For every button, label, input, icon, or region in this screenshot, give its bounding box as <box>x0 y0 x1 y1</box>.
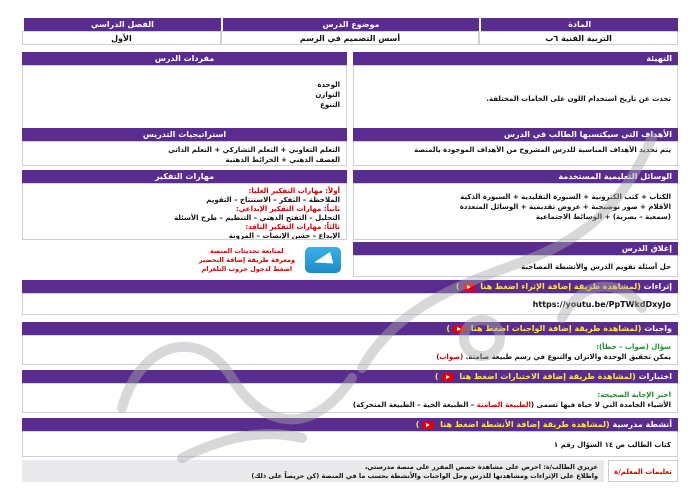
strategies-title: استراتيجيات التدريس <box>22 128 347 141</box>
thinking-title: مهارات التفكير <box>22 170 347 183</box>
thinking-heading: أولاً: مهارات التفكير العليا: <box>248 187 340 195</box>
closure-title: إغلاق الدرس <box>353 242 678 255</box>
tests-question-type: اختر الإجابة الصحيحة: <box>597 391 671 399</box>
row-closure <box>22 240 678 280</box>
intro-title: التهيئة <box>353 52 678 65</box>
goals-text: يتم تحديد الأهداف المناسبة للدرس المشروح من الأهداف الموجودة بالمنصة <box>353 141 678 166</box>
enrichment-bar: إثراءات (لمشاهدة طريقة إضافة الإثراء اضغط هنا ) <box>22 280 678 293</box>
thinking-section <box>22 170 347 240</box>
activities-bar: أنشطة مدرسية (لمشاهدة طريقة إضافة الأنشطة اضغط هنا ) <box>22 418 678 431</box>
semester-label: الفصل الدراسي <box>22 18 221 31</box>
tests-section <box>22 370 678 413</box>
enrichment-section <box>22 280 678 315</box>
vocab-item: التوازن <box>315 91 340 99</box>
semester-value: الأول <box>22 31 221 45</box>
tests-title: اختبارات <box>638 372 672 381</box>
tests-correct-answer: الطبيعة الصامتة <box>476 401 531 409</box>
resources-line: الكتاب + كتب الكترونية + السبورة التقليدية + السبورة الذكية <box>460 193 671 201</box>
instructions-line: عزيزي الطالب/ة: احرص على مشاهدة حصص المقرر على منصة مدرستي، <box>364 463 598 471</box>
tests-question-rest: – الطبيعة الحية – الطبيعة المتحركة) <box>352 401 477 409</box>
subject-value: التربية الفنية ٦ب <box>479 31 678 45</box>
footer-instructions <box>22 460 678 482</box>
resources-text <box>353 183 678 240</box>
strategies-line: العصف الذهني + الخرائط الذهنية <box>225 156 340 164</box>
homework-title: واجبات <box>644 324 672 333</box>
enrichment-url-text[interactable]: https://youtu.be/PpTWkdDxyJo <box>532 300 671 309</box>
lesson-plan-page <box>22 18 678 482</box>
thinking-line: الإبداع – حسن الإنصات – المرونة <box>228 232 340 240</box>
intro-text: تحدث عن تاريخ استخدام اللون على الخامات المختلفة. <box>353 65 678 142</box>
resources-section <box>353 170 678 240</box>
subject-label: المادة <box>479 18 678 31</box>
row-goals <box>22 128 678 166</box>
activities-help-link[interactable]: (لمشاهدة طريقة إضافة الأنشطة اضغط هنا <box>440 420 610 429</box>
activities-title: أنشطة مدرسية <box>612 420 672 429</box>
thinking-text <box>22 183 347 240</box>
tests-question-text: الأشياء الجامدة التي لا حياة فيها تسمى ( <box>530 401 671 409</box>
row-resources <box>22 170 678 240</box>
homework-question <box>29 352 671 362</box>
semester-cell <box>22 18 221 45</box>
telegram-promo[interactable] <box>22 240 347 280</box>
topic-value: أسس التصميم في الرسم <box>221 31 479 45</box>
resources-title: الوسائل التعليمية المستخدمة <box>353 170 678 183</box>
youtube-icon[interactable] <box>453 325 465 333</box>
tests-content <box>22 383 678 413</box>
tests-bar: اختبارات (لمشاهدة طريقة إضافة الاختبارات اضغط هنا ) <box>22 370 678 383</box>
telegram-icon[interactable] <box>305 247 341 273</box>
subject-cell <box>479 18 678 45</box>
lesson-header <box>22 18 678 45</box>
telegram-line: اضغط لدخول جروب التلغرام <box>201 264 293 273</box>
strategies-line: التعلم التعاوني + التعلم التشاركي + التعلم الذاتي <box>168 146 340 154</box>
youtube-icon[interactable] <box>463 283 475 291</box>
telegram-text <box>199 247 295 274</box>
homework-content <box>22 335 678 365</box>
resources-line: (سمعية – بصرية) + الوسائط الاجتماعية <box>535 213 671 221</box>
tests-help-link[interactable]: (لمشاهدة طريقة إضافة الاختبارات اضغط هنا <box>459 372 636 381</box>
instructions-line: واطلاع على الإثراءات ومشاهدتها للدرس وحل الواجبات والأنشطة بحسب ما في المنصة (كن حريصاً على ذلك) <box>251 472 598 480</box>
vocab-item: الوحدة <box>317 81 340 89</box>
thinking-heading: ثانياً: مهارات التفكير الإبداعي: <box>235 205 340 213</box>
telegram-line: لمتابعة تحديثات المنصة <box>210 246 284 255</box>
activities-section <box>22 418 678 457</box>
enrichment-title: إثراءات <box>643 282 672 291</box>
strategies-text <box>22 141 347 166</box>
topic-cell <box>221 18 479 45</box>
homework-section <box>22 322 678 365</box>
thinking-line: التحليل – التفتح الذهني – التنظيم – طرح الأسئلة <box>174 214 340 222</box>
vocab-title: مفردات الدرس <box>22 52 347 65</box>
youtube-icon[interactable] <box>422 421 434 429</box>
homework-help-link[interactable]: (لمشاهدة طريقة إضافة الواجبات اضغط هنا <box>470 324 642 333</box>
thinking-line: الملاحظة – التفكر – الاستنتاج – التقويم <box>206 196 340 204</box>
closure-text: حل أسئلة تقويم الدرس والأنشطة المصاحبة <box>353 255 678 277</box>
closure-section <box>353 240 678 280</box>
enrichment-help-link[interactable]: (لمشاهدة طريقة إضافة الإثراء اضغط هنا <box>480 282 641 291</box>
goals-section <box>353 128 678 166</box>
strategies-section <box>22 128 347 166</box>
homework-answer: (صواب) <box>436 353 464 361</box>
teacher-instructions-label: تعليمات المعلم/ة <box>608 460 678 482</box>
vocab-item: التنوع <box>320 101 340 109</box>
teacher-instructions-text <box>22 460 604 482</box>
resources-line: الأقلام + صور توضيحية + عروض تقديمية + الوسائل المتعددة <box>459 203 671 211</box>
tests-question <box>29 400 671 410</box>
youtube-icon[interactable] <box>442 373 454 381</box>
homework-question-text: يمكن تحقيق الوحدة والاتزان والتنوع في رسم طبيعة صامتة. <box>465 353 671 361</box>
homework-bar: واجبات (لمشاهدة طريقة إضافة الواجبات اضغط هنا ) <box>22 322 678 335</box>
telegram-line: ومعرفة طريقة إضافة التحضير <box>198 255 295 264</box>
topic-label: موضوع الدرس <box>221 18 479 31</box>
goals-title: الأهداف التي سيكتسبها الطالب في الدرس <box>353 128 678 141</box>
activities-text: كتاب الطالب ص ١٤ السؤال رقم ١ <box>22 431 678 457</box>
homework-question-type: سؤال (صواب – خطأ): <box>596 343 671 351</box>
thinking-heading: ثالثاً: مهارات التفكير الناقد: <box>245 223 340 231</box>
enrichment-url[interactable] <box>22 293 678 315</box>
